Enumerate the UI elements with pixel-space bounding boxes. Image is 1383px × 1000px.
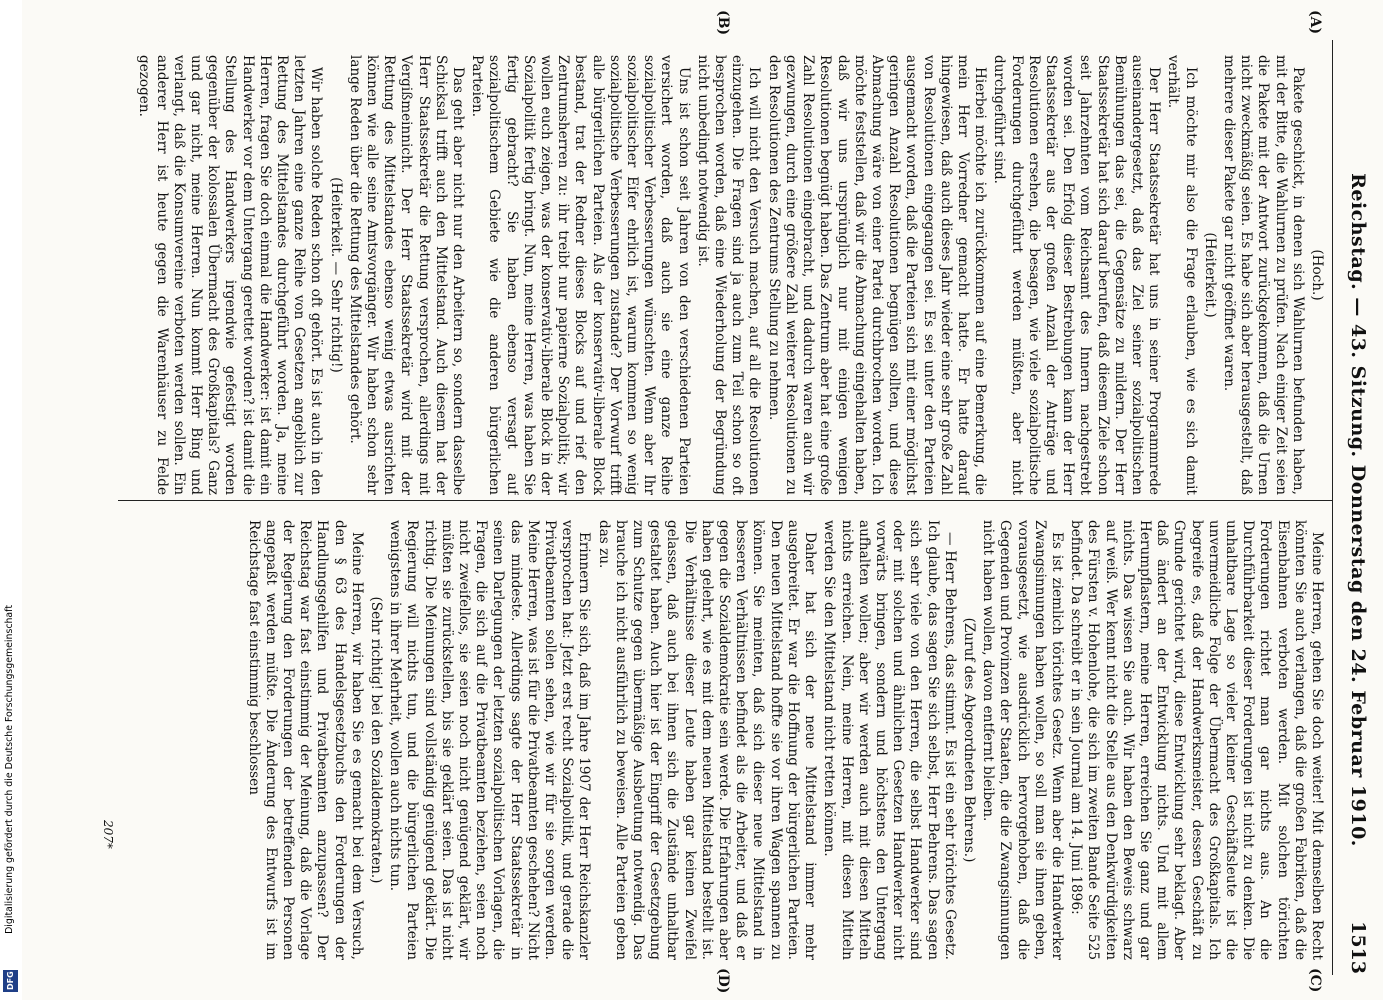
- dfg-logo: DFG: [3, 970, 18, 992]
- funding-credit: Digitalisierung gefördert durch die Deutsche Forschungsgemeinschaft: [4, 605, 15, 934]
- margin-marker-c: (C): [1307, 968, 1323, 993]
- paragraph: (Heiterkeit. — Sehr richtig!): [327, 177, 344, 373]
- paragraph: Erinnern Sie sich, daß im Jahre 1907 der Herr Reichskanzler versprochen hat: Jetzt erst recht Sozialpolitik, und gerade die Privatbeamten sollen sehen, wie wir für sie sorgen werden. Meine Herren, was ist für die Privatbeamten geschehen? Nicht das mindeste. Allerdings sagte der Herr Staatssekretär in seinen Darlegungen der letzten sozialpolitischen Vorlagen, die Fragen, die sich auf die Privatbeamten beziehen, seien noch nicht zweifellos, sie seien noch nicht genügend geklärt, wir müßten sie zurückstellen, bis sie geklärt seien. Das ist nicht richtig. Die Meinungen sind vollständig genügend geklärt. Die Regierung will nichts tun, und die bürgerlichen Parteien wenigstens in ihrer Mehrheit, wollen auch nichts tun.: [387, 520, 593, 960]
- paragraph: Das geht aber nicht nur den Arbeitern so, sondern dasselbe Schicksal trifft auch den Mittelstand. Auch diesem hat der Herr Staatssekretär die Rettung versprochen, allerdings mit Vergißmeinnicht. Der Herr Staatssekretär wird mit der Rettung des Mittelstandes ebenso wenig etwas ausrichten können wie alle seine Amtsvorgänger. Wir haben schon sehr lange Reden über die Rettung des Mittelstandes gehört.: [346, 55, 467, 495]
- paragraph: (Zuruf des Abgeordneten Behrens.): [960, 617, 977, 863]
- paragraph: (Heiterkeit.): [1201, 232, 1218, 318]
- paragraph: Pakete geschickt, in denen sich Wahlurnen befunden haben, mit der Bitte, die Wahlurnen zu prüfen. Nach einiger Zeit seien die Pakete mit der Antwort zurückgekommen, daß die Urnen nicht zweckmäßig seien. Es habe sich aber herausgestellt, daß mehrere dieser Pakete gar nicht geöffnet waren.: [1220, 55, 1306, 495]
- left-column: [125, 55, 1325, 495]
- page-number: 1513: [1347, 921, 1369, 974]
- paragraph: Der Herr Staatssekretär hat uns in seiner Programmrede auseinandergesetzt, daß das Ziel seiner sozialpolitischen Bemühungen das sei, die Gegensätze zu mildern. Der Herr Staatssekretär hat sich darauf berufen, daß diesem Ziele schon seit Jahrzehnten vom Reichsamt des Innern nachgestrebt worden sei. Den Erfolg dieser Bestrebungen kann der Herr Staatssekretär aus der großen Anzahl der Anträge und Resolutionen ersehen, die besagen, wie viele sozialpolitische Forderungen durchgeführt werden müßten, aber nicht durchgeführt sind.: [991, 55, 1163, 495]
- digitization-sidebar: [0, 0, 22, 1000]
- paragraph: Wir haben solche Reden schon oft gehört. Es ist auch in den letzten Jahren eine ganze Reihe von Gesetzen angeblich zur Rettung des Mittelstandes durchgeführt worden. Ja, meine Herren, fragen Sie doch einmal die Handwerker: ist damit ein Handwerker vor dem Untergang gerettet worden? ist damit die Stellung des Handwerkers irgendwie gefestigt worden gegenüber der kolossalen Übermacht des Großkapitals? Ganz und gar nicht, meine Herren. Nun kommt Herr Bing und verlangt, daß die Konsumvereine verboten werden sollen. Ein anderer Herr ist heute gegen die Warenhäuser zu Felde gezogen.: [136, 55, 325, 495]
- paragraph: (Sehr richtig! bei den Sozialdemokraten.): [368, 596, 385, 884]
- page-header: [1339, 40, 1375, 980]
- paragraph: Ich will nicht den Versuch machen, auf all die Resolutionen einzugehen. Die Fragen sind ja auch zum Teil schon so oft besprochen worden, daß eine Wiederholung der Begründung nicht unbedingt notwendig ist.: [694, 55, 763, 495]
- paragraph: Meine Herren, gehen Sie doch weiter! Mit demselben Recht könnten Sie auch verlangen, daß die großen Fabriken, daß die Eisenbahnen verboten werden. Mit solchen törichten Forderungen richtet man gar nichts aus. An die Durchführbarkeit dieser Forderungen ist nicht zu denken. Die unhaltbare Lage so vieler kleiner Geschäftsleute ist die unvermeidliche Folge der Übermacht des Großkapitals. Ich begreife es, daß der Handwerksmeister, dessen Geschäft zu Grunde gerichtet wird, diese Entwicklung sehr beklagt. Aber daß ändert an der Entwicklung nichts. Und mit allem Herumpflastern, meine Herren, erreichen Sie ganz und gar nichts. Das wissen Sie auch. Wir haben den Beweis schwarz auf weiß. Wer kennt nicht die Stelle aus den Denkwürdigkeiten des Fürsten v. Hohenlohe, die sich im zweiten Bande Seite 525 befindet. Da schreibt er in sein Journal am 14. Juni 1896:: [1068, 520, 1325, 960]
- column-rule: [118, 500, 1333, 501]
- running-head: Reichstag. — 43. Sitzung. Donnerstag den 24. Februar 1910.: [1347, 173, 1369, 847]
- paragraph: (Hoch.): [1309, 249, 1325, 301]
- right-column: [125, 520, 1325, 960]
- paragraph: Es ist ziemlich törichtes Gesetz. Wenn aber die Handwerker Zwangsinnungen haben wollen, so soll man sie ihnen geben, vorausgesetzt, wie ausdrücklich hervorgehoben, daß die Gegenden und Provinzen der Staaten, die die Zwangsinnungen nicht haben wollen, davon entfernt bleiben.: [980, 520, 1065, 960]
- paragraph: Uns ist schon seit Jahren von den verschiedenen Parteien versichert worden, daß auch sie eine ganze Reihe sozialpolitischer Verbesserungen wünschten. Wenn aber Ihr sozialpolitischer Eifer ehrlich ist, warum kommen so wenig sozialpolitische Verbesserungen zustande? Der Vorwurf trifft alle bürgerlichen Parteien. Als der konservativ-liberale Block bestand, trat der Redner dieses Blocks auf und rief den Zentrumsherren zu: ihr treibt nur papierne Sozialpolitik; wir wollen euch zeigen, was der konservativ-liberale Block in der Sozialpolitik fertig bringt. Nun, meine Herren, was haben Sie fertig gebracht? Sie haben ebenso versagt auf sozialpolitischem Gebiete wie die anderen bürgerlichen Parteien.: [469, 55, 692, 495]
- paragraph: Ich möchte mir also die Frage erlauben, wie es sich damit verhält.: [1165, 55, 1199, 495]
- sheet-signature: 207*: [101, 820, 115, 849]
- margin-marker-d: (D): [715, 968, 731, 994]
- margin-marker-a: (A): [1307, 10, 1323, 35]
- paragraph: Meine Herren, wir haben Sie es gemacht bei dem Versuch, den § 63 des Handelsgesetzbuchs den Forderungen der Handlungsgehilfen und Privatbeamten anzupassen? Der Reichstag war fast einstimmig der Meinung, daß die Vorlage der Regierung den Forderungen der betreffenden Personen angepaßt werden müßte. Die Änderung des Entwurfs ist im Reichstage fast einstimmig beschlossen: [245, 520, 365, 960]
- paragraph: Hierbei möchte ich zurückkommen auf eine Bemerkung, die mein Herr Vorredner gemacht hatte. Er hatte darauf hingewiesen, daß auch dieses Jahr wieder eine sehr große Zahl von Resolutionen eingegangen sei. Es sei unter den Parteien ausgemacht worden, daß die Parteien sich mit einer möglichst geringen Anzahl Resolutionen begnügen sollten, und diese Abmachung wäre von einer Partei durchbrochen worden. Ich möchte feststellen, daß wir die Abmachung eingehalten haben, daß wir uns ursprünglich nur mit einigen wenigen Resolutionen begnügt haben. Das Zentrum aber hat eine große Zahl Resolutionen eingebracht, und dadurch waren auch wir gezwungen, durch eine größere Zahl weiterer Resolutionen zu den Resolutionen des Zentrums Stellung zu nehmen.: [765, 55, 989, 495]
- header-rule: [1332, 40, 1333, 975]
- paragraph: Daher hat sich der neue Mittelstand immer mehr ausgebreitet. Er war die Hoffnung der bürgerlichen Parteien. Den neuen Mittelstand hoffte sie vor ihren Wagen spannen zu können. Sie meinten, daß sich dieser neue Mittelstand in besseren Verhältnissen befindet als die Arbeiter, und daß er gegen die Sozialdemokratie sein werde. Die Erfahrungen aber haben gelehrt, wie es mit dem neuen Mittelstand bestellt ist. Die Verhältnisse dieser Leute haben gar keinen Zweifel gelassen, daß auch bei ihnen sich die Zustände unhaltbar gestaltet haben. Auch hier ist der Eingriff der Gesetzgebung zum Schutze gegen übermäßige Ausbeutung notwendig. Das brauche ich nicht ausführlich zu beweisen. Alle Parteien geben das zu.: [595, 520, 819, 960]
- margin-marker-b: (B): [715, 10, 731, 36]
- paragraph: — Herr Behrens, das stimmt. Es ist ein sehr törichtes Gesetz. Ich glaube, das sagen Sie sich selbst, Herr Behrens. Das sagen sich sehr viele von den Herren, die selbst Handwerker sind oder mit solchen und ähnlichen Gesetzen Handwerker nicht vorwärts bringen, sondern und höchstens den Untergang aufhalten wollen; aber wir werden auch mit diesen Mitteln nichts erreichen. Nein, meine Herren, mit diesen Mitteln werden Sie den Mittelstand nicht retten können.: [821, 520, 958, 960]
